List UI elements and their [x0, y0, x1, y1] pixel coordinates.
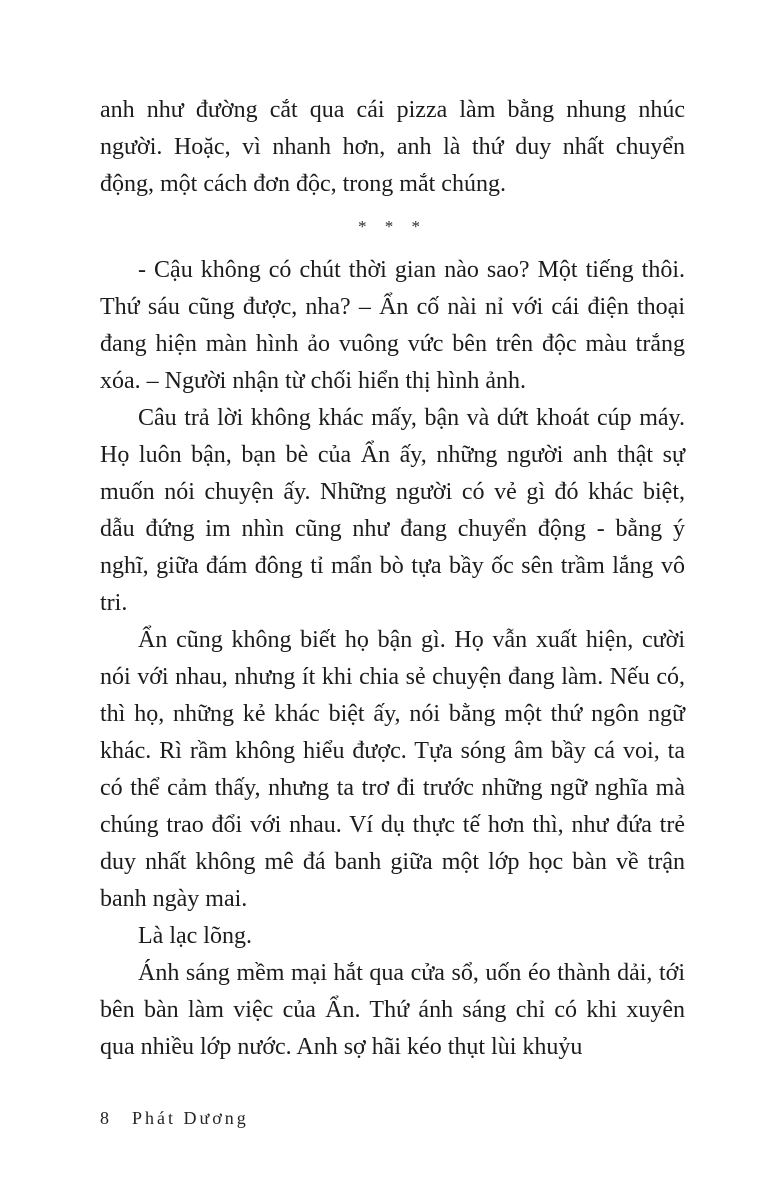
page-number: 8 [100, 1108, 110, 1128]
paragraph: Ánh sáng mềm mại hắt qua cửa sổ, uốn éo thành dải, tới bên bàn làm việc của Ẩn. Thứ ánh sáng chỉ có khi xuyên qua nhiều lớp nước. Anh sợ hãi kéo thụt lùi khuỷu [100, 960, 685, 1060]
section-separator: * * * [358, 217, 427, 236]
paragraph: Ẩn cũng không biết họ bận gì. Họ vẫn xuất hiện, cười nói với nhau, nhưng ít khi chia sẻ chuyện đang làm. Nếu có, thì họ, những kẻ khác biệt ấy, nói bằng một thứ ngôn ngữ khác. Rì rầm không hiểu được. Tựa sóng âm bầy cá voi, ta có thể cảm thấy, nhưng ta trơ đi trước những ngữ nghĩa mà chúng trao đổi với nhau. Ví dụ thực tế hơn thì, như đứa trẻ duy nhất không mê đá banh giữa một lớp học bàn về trận banh ngày mai. [100, 627, 685, 912]
paragraph: - Cậu không có chút thời gian nào sao? Một tiếng thôi. Thứ sáu cũng được, nha? – Ẩn cố nài nỉ với cái điện thoại đang hiện màn hình ảo vuông vức bên trên độc màu trắng xóa. – Người nhận từ chối hiển thị hình ảnh. [100, 257, 685, 394]
paragraph: anh như đường cắt qua cái pizza làm bằng nhung nhúc người. Hoặc, vì nhanh hơn, anh là thứ duy nhất chuyển động, một cách đơn độc, trong mắt chúng. [100, 97, 685, 197]
text-column [100, 92, 685, 1066]
footer-author: Phát Dương [132, 1108, 249, 1128]
page-footer [100, 1106, 685, 1130]
paragraph: Là lạc lõng. [138, 923, 252, 949]
paragraph: Câu trả lời không khác mấy, bận và dứt khoát cúp máy. Họ luôn bận, bạn bè của Ẩn ấy, những người anh thật sự muốn nói chuyện ấy. Những người có vẻ gì đó khác biệt, dẫu đứng im nhìn cũng như đang chuyển động - bằng ý nghĩ, giữa đám đông tỉ mẩn bò tựa bầy ốc sên trầm lắng vô tri. [100, 405, 685, 616]
